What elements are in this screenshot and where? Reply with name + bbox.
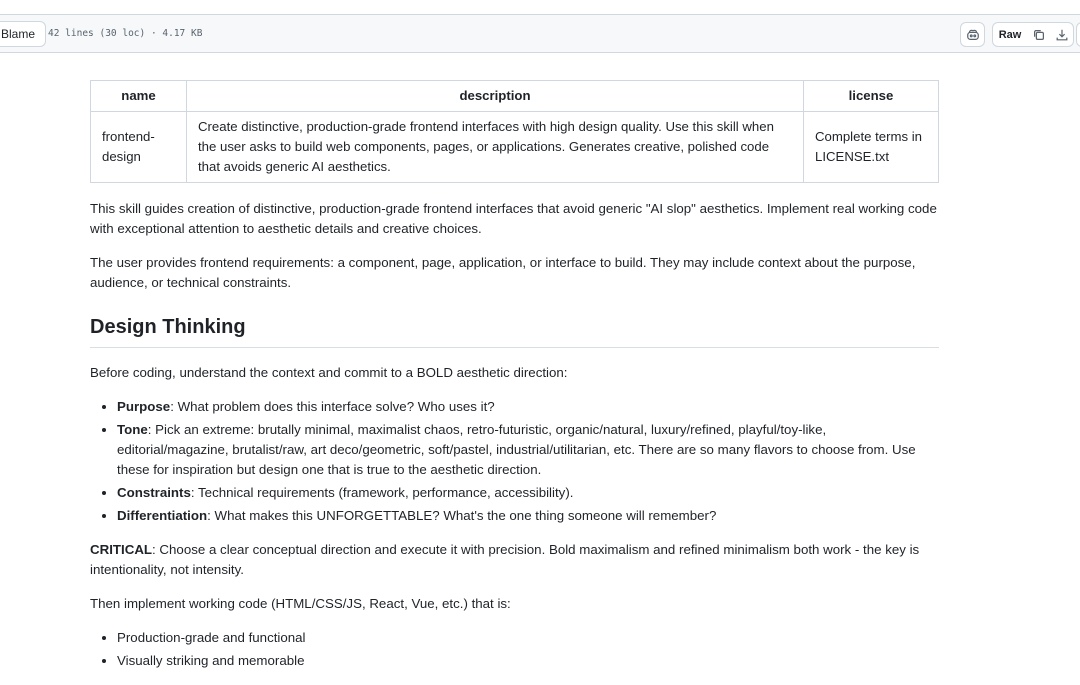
column-header-name: name (91, 81, 187, 112)
list-term: Constraints (117, 485, 191, 500)
thinking-list (90, 397, 939, 526)
markdown-body (90, 80, 939, 685)
column-header-description: description (187, 81, 804, 112)
list-term: Purpose (117, 399, 171, 414)
copy-icon (1032, 28, 1046, 42)
lead-paragraph: Before coding, understand the context and commit to a BOLD aesthetic direction: (90, 365, 568, 380)
list-item (117, 506, 939, 526)
list-item (117, 397, 939, 417)
column-header-license: license (804, 81, 939, 112)
critical-paragraph (90, 540, 939, 580)
table-row (91, 112, 939, 183)
list-item: • Production-grade and functional (117, 628, 939, 648)
list-text: : What problem does this interface solve? Who uses it? (170, 399, 495, 414)
cell-name: frontend-design (91, 112, 187, 183)
critical-term: CRITICAL (90, 542, 153, 557)
copilot-icon (966, 28, 980, 42)
copy-raw-button[interactable] (1027, 22, 1051, 47)
copilot-button[interactable] (960, 22, 985, 47)
requirements-paragraph: The user provides frontend requirements: a component, page, application, or interface to build. They may include context about the purpose, audience, or technical constraints. (90, 255, 916, 290)
implement-list (90, 628, 939, 671)
top-border (0, 0, 1080, 15)
more-options-button[interactable] (1076, 22, 1080, 47)
list-text: : Pick an extreme: brutally minimal, maximalist chaos, retro-futuristic, organic/natural, luxury/refined, playful/toy-like, editorial/magazine, brutalist/raw, art deco/geometric, soft/pastel, industrial/utilitarian, etc. There are so many flavors to choose from. Use these for inspiration but design one that is true to the aesthetic direction. (117, 422, 916, 477)
list-text: : Technical requirements (framework, performance, accessibility). (190, 485, 574, 500)
list-item: • Visually striking and memorable (117, 651, 939, 671)
intro-paragraph: This skill guides creation of distinctive, production-grade frontend interfaces that avoid generic "AI slop" aesthetics. Implement real working code with exceptional attention to aesthetic details and creative choices. (90, 201, 937, 236)
list-term: Differentiation (117, 508, 208, 523)
frontmatter-table (90, 80, 939, 183)
file-header (0, 15, 1080, 53)
download-icon (1055, 28, 1069, 42)
download-raw-button[interactable] (1050, 22, 1074, 47)
list-item (117, 483, 939, 503)
file-meta: 42 lines (30 loc) · 4.17 KB (48, 28, 203, 39)
cell-license: Complete terms in LICENSE.txt (804, 112, 939, 183)
section-heading: Design Thinking (90, 313, 939, 348)
list-item (117, 420, 939, 480)
list-term: Tone (117, 422, 148, 437)
raw-button[interactable]: Raw (992, 22, 1028, 47)
cell-description: Create distinctive, production-grade frontend interfaces with high design quality. Use this skill when the user asks to build web components, pages, or applications. Generates creative, polished code that avoids generic AI aesthetics. (187, 112, 804, 183)
critical-text: : Choose a clear conceptual direction and execute it with precision. Bold maximalism and refined minimalism both work - the key is intentionality, not intensity. (90, 542, 920, 577)
list-text: : What makes this UNFORGETTABLE? What's the one thing someone will remember? (207, 508, 717, 523)
blame-button[interactable]: Blame (0, 21, 46, 47)
implement-paragraph: Then implement working code (HTML/CSS/JS, React, Vue, etc.) that is: (90, 596, 511, 611)
